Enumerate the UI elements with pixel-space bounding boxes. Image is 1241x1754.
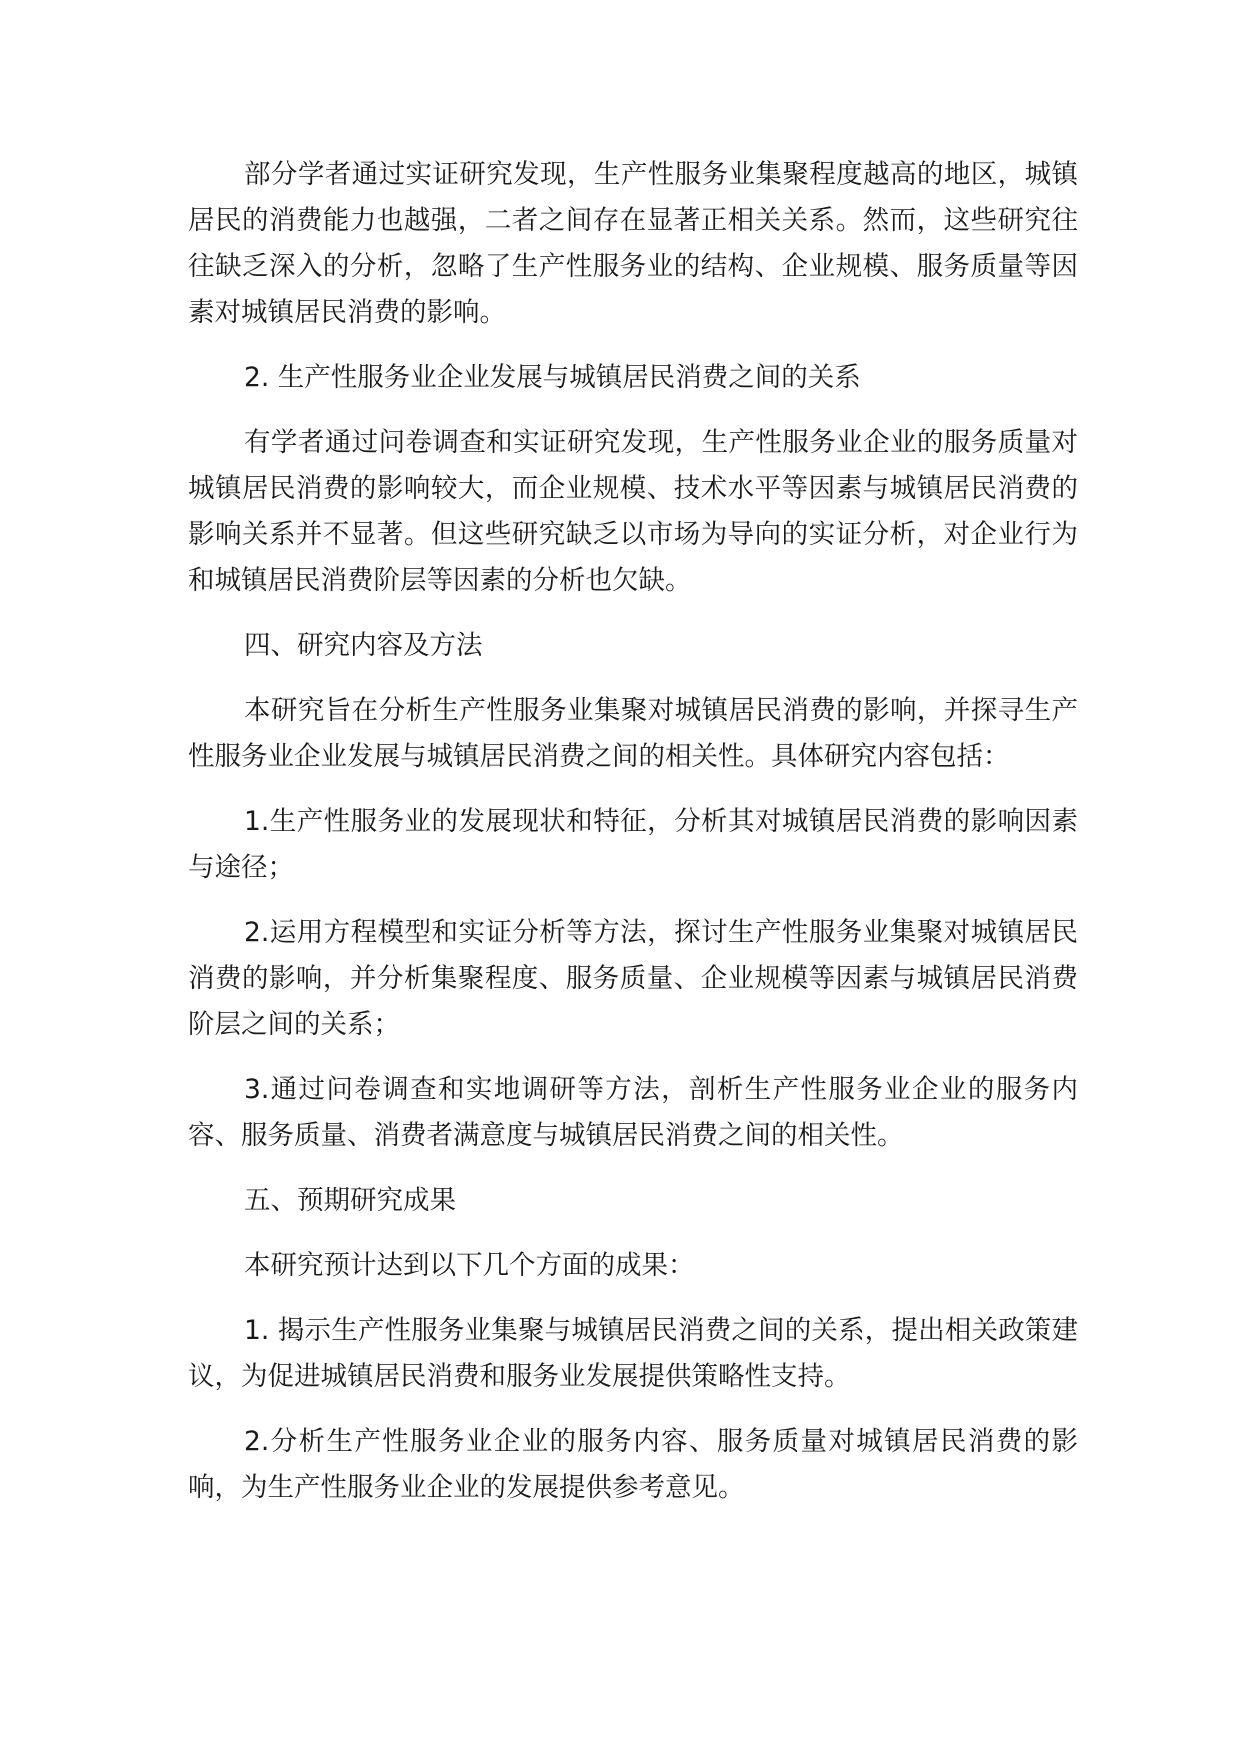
list-item-content-1: 1.生产性服务业的发展现状和特征，分析其对城镇居民消费的影响因素与途径；: [188, 806, 1078, 883]
paragraph-expected-intro: 本研究预计达到以下几个方面的成果：: [244, 1250, 695, 1281]
subheading-enterprise-relationship: 2. 生产性服务业企业发展与城镇居民消费之间的关系: [244, 362, 861, 393]
paragraph-survey-findings: 有学者通过问卷调查和实证研究发现，生产性服务业企业的服务质量对城镇居民消费的影响较大，而企业规模、技术水平等因素与城镇居民消费的影响关系并不显著。但这些研究缺乏以市场为导向的实证分析，对企业行为和城镇居民消费阶层等因素的分析也欠缺。: [188, 427, 1078, 596]
list-item-result-1: 1. 揭示生产性服务业集聚与城镇居民消费之间的关系，提出相关政策建议，为促进城镇居民消费和服务业发展提供策略性支持。: [188, 1315, 1078, 1392]
section-heading-content-methods: 四、研究内容及方法: [244, 630, 483, 661]
list-item-result-2: 2.分析生产性服务业企业的服务内容、服务质量对城镇居民消费的影响，为生产性服务业企业的发展提供参考意见。: [188, 1426, 1078, 1503]
list-item-content-2: 2.运用方程模型和实证分析等方法，探讨生产性服务业集聚对城镇居民消费的影响，并分析集聚程度、服务质量、企业规模等因素与城镇居民消费阶层之间的关系；: [188, 917, 1078, 1040]
section-heading-expected-results: 五、预期研究成果: [244, 1185, 456, 1216]
document-body: [188, 152, 1078, 1530]
paragraph-research-aim: 本研究旨在分析生产性服务业集聚对城镇居民消费的影响，并探寻生产性服务业企业发展与城镇居民消费之间的相关性。具体研究内容包括：: [188, 695, 1078, 772]
paragraph-intro-findings: 部分学者通过实证研究发现，生产性服务业集聚程度越高的地区，城镇居民的消费能力也越强，二者之间存在显著正相关关系。然而，这些研究往往缺乏深入的分析，忽略了生产性服务业的结构、企业规模、服务质量等因素对城镇居民消费的影响。: [188, 159, 1078, 328]
list-item-content-3: 3.通过问卷调查和实地调研等方法，剖析生产性服务业企业的服务内容、服务质量、消费者满意度与城镇居民消费之间的相关性。: [188, 1074, 1078, 1151]
